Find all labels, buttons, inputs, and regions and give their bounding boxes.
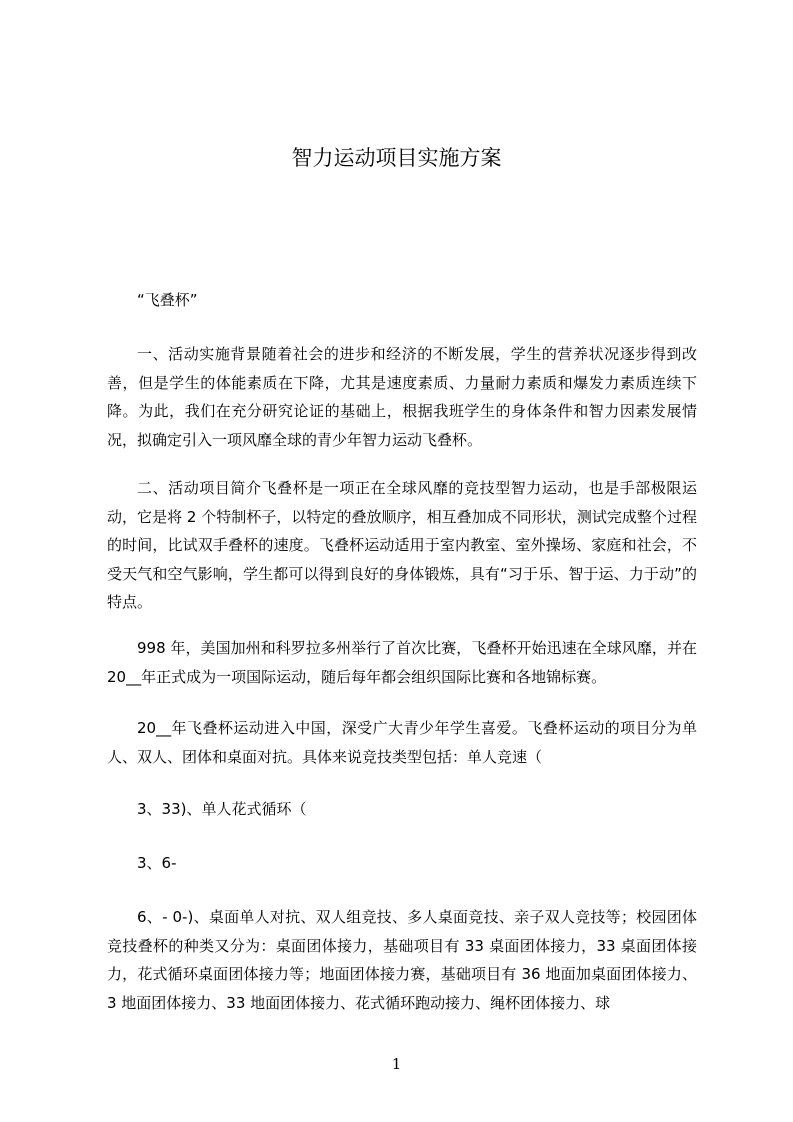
event-fragment-paragraph: 3、6-: [137, 854, 177, 872]
document-title: 智力运动项目实施方案: [291, 146, 502, 170]
page-number: 1: [391, 1055, 402, 1073]
event-fragment-paragraph: 3、33)、单人花式循环（: [137, 800, 307, 818]
history-paragraph: 998 年，美国加州和科罗拉多州举行了首次比赛，飞叠杯开始迅速在全球风靡，并在 20__年正式成为一项国际运动，随后每年都会组织国际比赛和各地锦标赛。: [107, 639, 697, 686]
introduction-paragraph: 二、活动项目简介飞叠杯是一项正在全球风靡的竞技型智力运动，也是手部极限运动，它是将 2 个特制杯子，以特定的叠放顺序，相互叠加成不同形状，测试完成整个过程的时间，比试双手叠杯的速度。飞叠杯运动适用于室内教室、室外操场、家庭和社会，不受天气和空气影响，学生都可以得到良好的身体锻炼，具有“习于乐、智于运、力于动”的特点。: [107, 479, 697, 612]
background-paragraph: 一、活动实施背景随着社会的进步和经济的不断发展，学生的营养状况逐步得到改善，但是学生的体能素质在下降，尤其是速度素质、力量耐力素质和爆发力素质连续下降。为此，我们在充分研究论证的基础上，根据我班学生的身体条件和智力因素发展情况，拟确定引入一项风靡全球的青少年智力运动飞叠杯。: [107, 345, 697, 449]
subtitle-paragraph: “飞叠杯”: [137, 291, 198, 309]
competition-types-paragraph: 6、- 0-)、桌面单人对抗、双人组竞技、多人桌面竞技、亲子双人竞技等；校园团体竞技叠杯的种类又分为：桌面团体接力，基础项目有 33 桌面团体接力，33 桌面团体接力，花式循环桌面团体接力等；地面团体接力赛，基础项目有 36 地面加桌面团体接力、3 地面团体接力、33 地面团体接力、花式循环跑动接力、绳杯团体接力、球: [107, 908, 697, 1012]
china-paragraph: 20__年飞叠杯运动进入中国，深受广大青少年学生喜爱。飞叠杯运动的项目分为单人、双人、团体和桌面对抗。具体来说竞技类型包括：单人竞速（: [107, 719, 697, 766]
